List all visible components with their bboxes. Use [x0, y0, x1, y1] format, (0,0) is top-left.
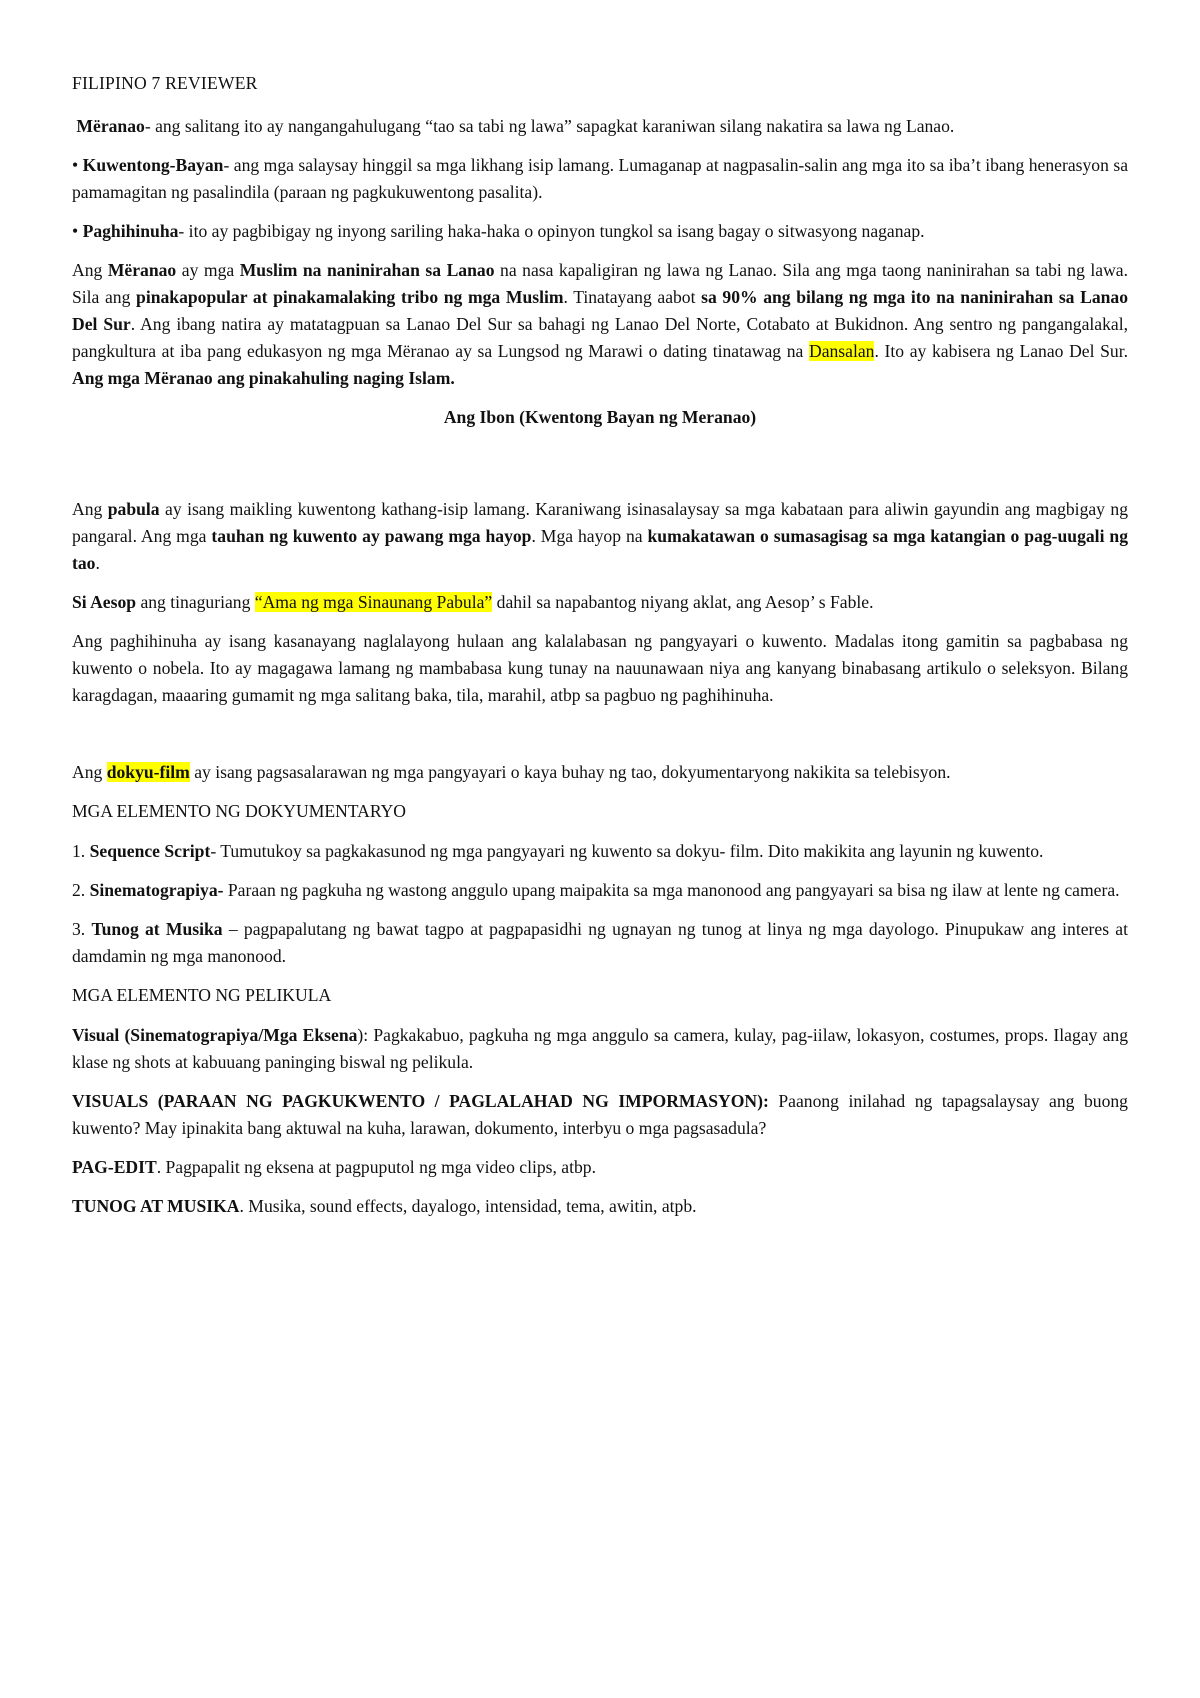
paragraph-dokyu-film [72, 759, 1128, 786]
text-run: dahil sa napabantog niyang aklat, ang Aesop’ s Fable. [492, 592, 874, 612]
text-run: Ang [72, 499, 108, 519]
highlighted-run: Dansalan [809, 341, 875, 361]
bold-run: Ang mga Mëranao ang pinakahuling naging Islam. [72, 368, 455, 388]
text-run: ang tinaguriang [136, 592, 255, 612]
list-number: 1. [72, 841, 90, 861]
highlighted-run: “Ama ng mga Sinaunang Pabula” [254, 592, 493, 612]
story-title: Ang Ibon (Kwentong Bayan ng Meranao) [443, 407, 757, 427]
list-item [72, 877, 1128, 904]
pelikula-text: . Pagpapalit ng eksena at pagpuputol ng mga video clips, atbp. [156, 1157, 596, 1177]
bold-run: Muslim na naninirahan sa Lanao [239, 260, 495, 280]
term-kuwentong-bayan: Kuwentong-Bayan [82, 155, 224, 175]
definition-meranao [72, 113, 1128, 140]
list-text: - Tumutukoy sa pagkakasunod ng mga pangyayari ng kuwento sa dokyu- film. Dito makikita ang layunin ng kuwento. [210, 841, 1044, 861]
paragraph-paghihinuha: Ang paghihinuha ay isang kasanayang naglalayong hulaan ang kalalabasan ng pangyayari o kuwento. Madalas itong gamitin sa pagbabasa ng kuwento o nobela. Ito ay magagawa lamang ng mambabasa kung tunay na nauunawaan niya ang kanyang binabasang artikulo o seleksyon. Bilang karagdagan, maaaring gumamit ng mga salitang baka, tila, marahil, atbp sa pagbuo ng paghihinuha. [72, 631, 1128, 705]
list-item [72, 838, 1128, 865]
document-title: FILIPINO 7 REVIEWER [72, 73, 258, 93]
text-run: Ang [72, 260, 108, 280]
pelikula-item [72, 1193, 1128, 1220]
text-run: ay mga [176, 260, 240, 280]
pelikula-text: ): Pagkakabuo, pagkuha ng mga anggulo sa camera, kulay, pag-iilaw, lokasyon, costumes, props. Ilagay ang klase ng shots at kabuuang paninging biswal ng pelikula. [72, 1025, 1128, 1072]
term-paghihinuha: Paghihinuha [82, 221, 179, 241]
list-number: 3. [72, 919, 92, 939]
definition-paghihinuha [72, 218, 1128, 245]
heading-dokumentaryo: MGA ELEMENTO NG DOKYUMENTARYO [72, 801, 407, 821]
definition-text: - ang salitang ito ay nangangahulugang “tao sa tabi ng lawa” sapagkat karaniwan silang nakatira sa lawa ng Lanao. [144, 116, 955, 136]
definition-text: - ang mga salaysay hinggil sa mga likhang isip lamang. Lumaganap at nagpasalin-salin ang mga ito sa iba’t ibang henerasyon sa pamamagitan ng pasalindila (paraan ng pagkukuwentong pasalita). [72, 155, 1128, 202]
pelikula-term: VISUALS (PARAAN NG PAGKUKWENTO / PAGLALAHAD NG IMPORMASYON): [72, 1091, 769, 1111]
text-run: na nasa kapaligiran ng lawa ng Lanao. Sila ang mga taong naninirahan sa tabi ng lawa. Sila ang [72, 260, 1129, 307]
heading-pelikula: MGA ELEMENTO NG PELIKULA [72, 985, 332, 1005]
term-meranao: Mëranao [76, 116, 145, 136]
bold-run: tauhan ng kuwento ay pawang mga hayop [211, 526, 532, 546]
highlighted-bold-run: dokyu-film [106, 762, 190, 782]
text-run: . Mga hayop na [531, 526, 648, 546]
text-run: . [95, 553, 100, 573]
bullet: • [72, 221, 79, 241]
pelikula-item [72, 1154, 1128, 1181]
bold-run: Si Aesop [72, 592, 137, 612]
bullet: • [72, 155, 79, 175]
pelikula-term: PAG-EDIT [72, 1157, 157, 1177]
list-term: Sinematograpiya- [89, 880, 224, 900]
definition-kuwentong-bayan [72, 152, 1128, 206]
list-text: – pagpapalutang ng bawat tagpo at pagpapasidhi ng ugnayan ng tunog at linya ng mga dayologo. Pinupukaw ang interes at damdamin ng mga manonood. [72, 919, 1128, 966]
pelikula-term: Visual (Sinematograpiya/Mga Eksena [72, 1025, 358, 1045]
list-text: Paraan ng pagkuha ng wastong anggulo upang maipakita sa mga manonood ang pangyayari sa bisa ng ilaw at lente ng camera. [223, 880, 1120, 900]
bold-run: Mëranao [107, 260, 177, 280]
bold-run: sa 90% ang bilang ng mga ito na naninirahan sa Lanao Del Sur [72, 287, 1128, 334]
paragraph-meranao [72, 257, 1128, 392]
text-run: . Ito ay kabisera ng Lanao Del Sur. [874, 341, 1128, 361]
text-run: . Tinatayang aabot [563, 287, 702, 307]
paragraph-pabula [72, 496, 1128, 577]
text-run: . Ang ibang natira ay matatagpuan sa Lanao Del Sur sa bahagi ng Lanao Del Norte, Cotabato at Bukidnon. Ang sentro ng pangangalakal, pangkultura at iba pang edukasyon ng mga Mëranao ay sa Lungsod ng Marawi o dating tinatawag na [72, 314, 1128, 361]
bold-run: pabula [107, 499, 160, 519]
bold-run: kumakatawan o sumasagisag sa mga katangian o pag-uugali ng tao [72, 526, 1128, 573]
pelikula-term: TUNOG AT MUSIKA [72, 1196, 240, 1216]
text-run: ay isang pagsasalarawan ng mga pangyayari o kaya buhay ng tao, dokyumentaryong nakikita sa telebisyon. [189, 762, 951, 782]
text-run: ay isang maikling kuwentong kathang-isip lamang. Karaniwang isinasalaysay sa mga kabataan para aliwin gayundin ang magbigay ng pangaral. Ang mga [72, 499, 1129, 546]
paragraph-aesop [72, 589, 1128, 616]
pelikula-item [72, 1088, 1128, 1142]
pelikula-text: Paanong inilahad ng tapagsalaysay ang buong kuwento? May ipinakita bang aktuwal na kuha, larawan, dokumento, interbyu o mga pagsasadula? [72, 1091, 1128, 1138]
list-term: Sequence Script [89, 841, 211, 861]
pelikula-item [72, 1022, 1128, 1076]
list-number: 2. [72, 880, 90, 900]
list-term: Tunog at Musika [91, 919, 223, 939]
pelikula-text: . Musika, sound effects, dayalogo, intensidad, tema, awitin, atpb. [239, 1196, 697, 1216]
list-item [72, 916, 1128, 970]
bold-run: pinakapopular at pinakamalaking tribo ng mga Muslim [136, 287, 564, 307]
text-run: Ang [72, 762, 107, 782]
definition-text: - ito ay pagbibigay ng inyong sariling haka-haka o opinyon tungkol sa isang bagay o sitwasyong naganap. [178, 221, 925, 241]
